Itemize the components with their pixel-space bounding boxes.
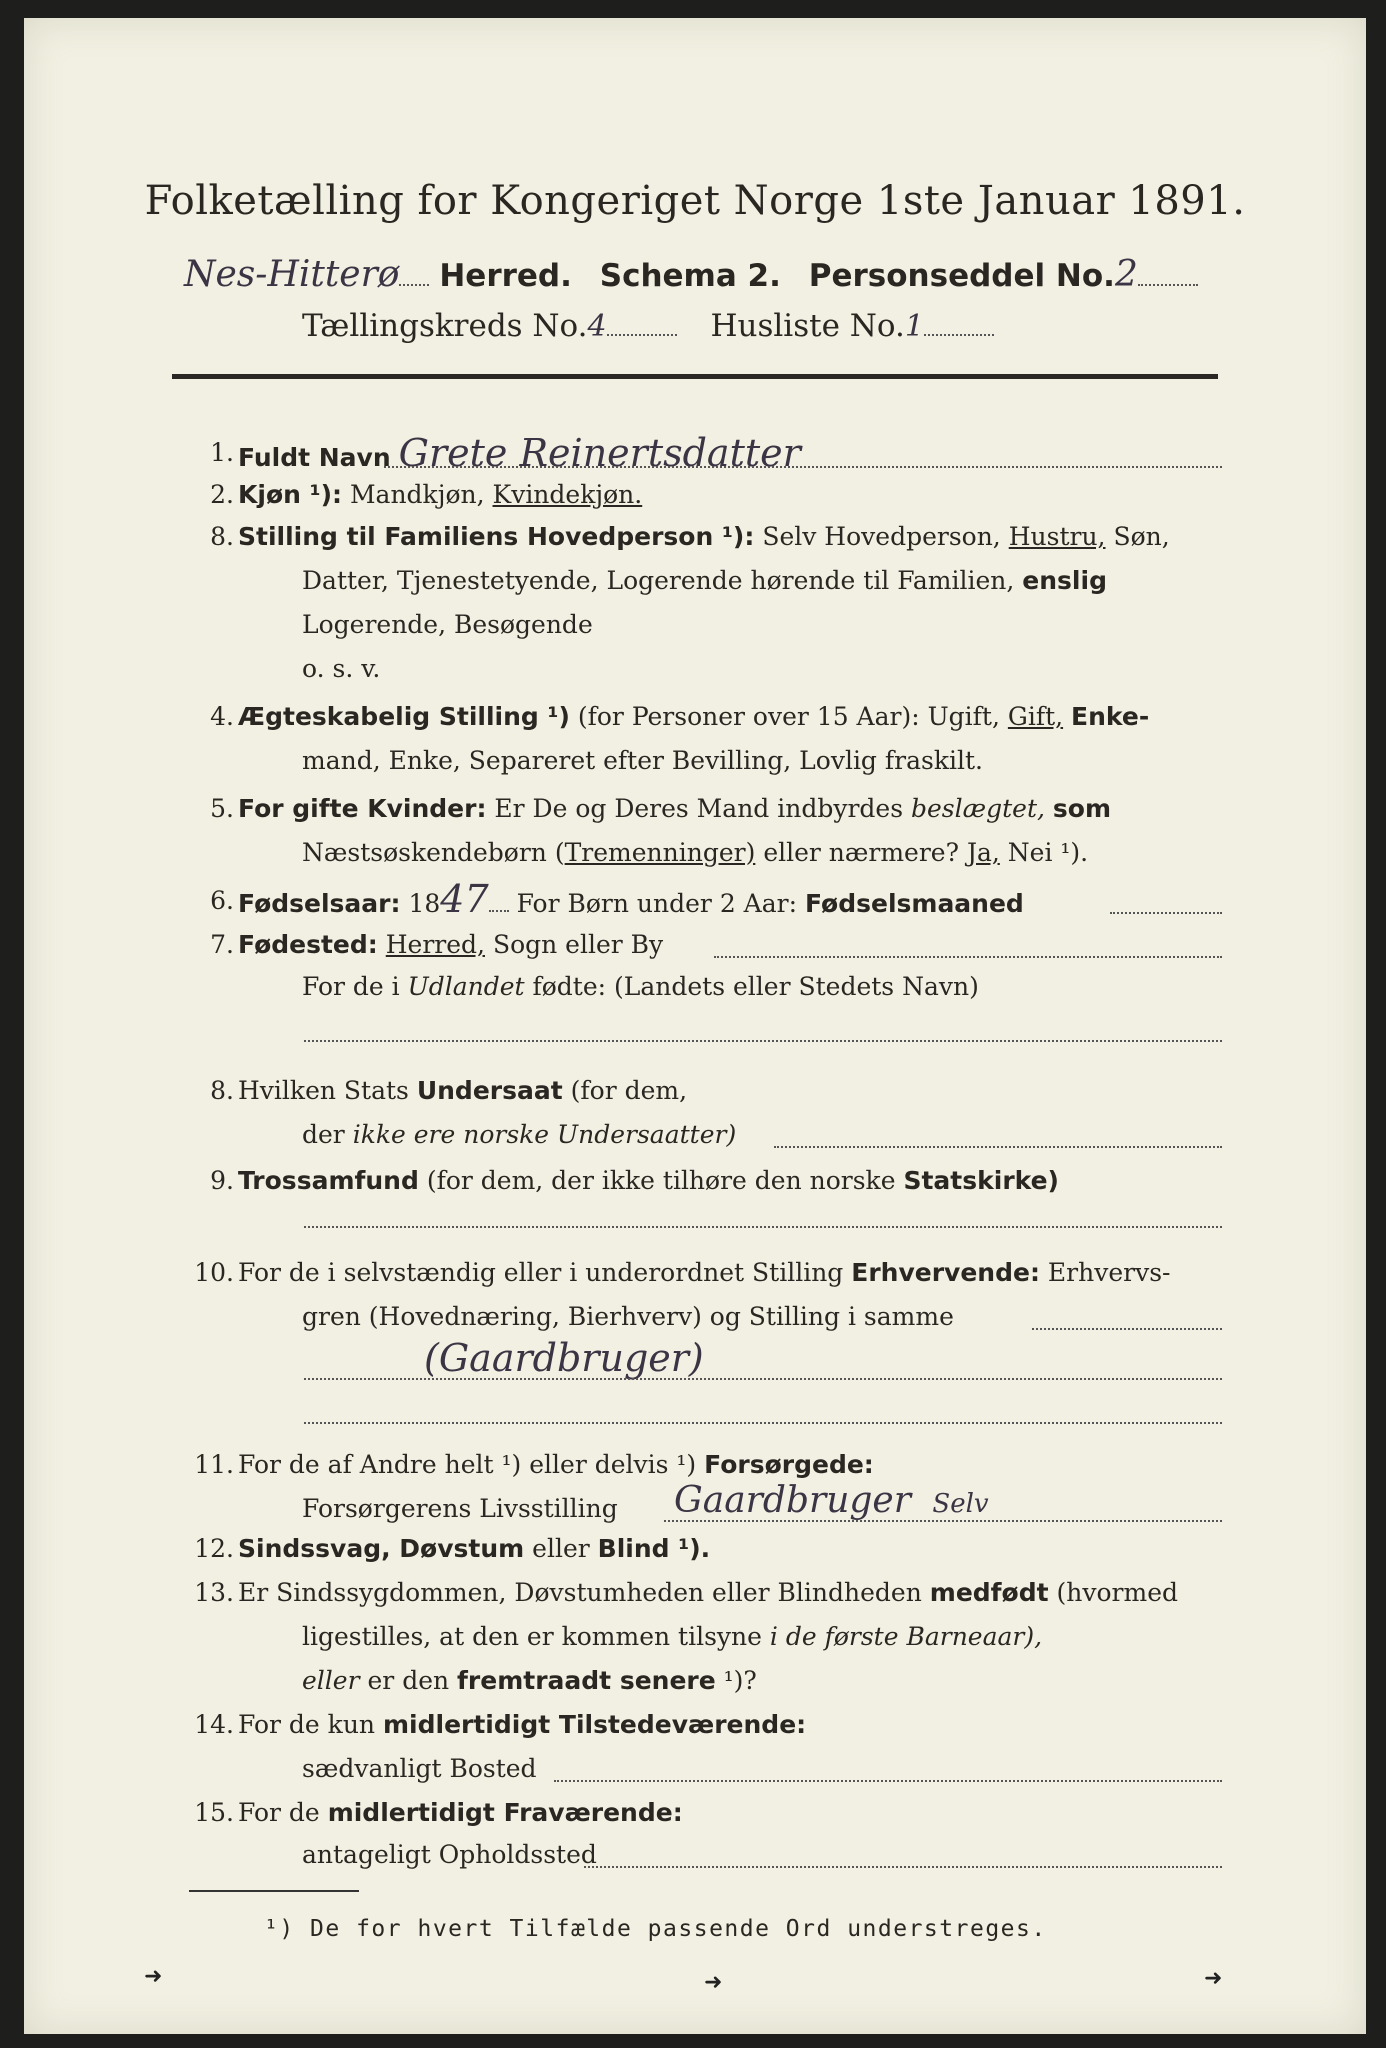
item-10-number: 10.	[194, 1258, 234, 1287]
item-2-label: Kjøn ¹):	[238, 480, 342, 509]
item-8-number: 8.	[210, 1076, 234, 1105]
item-13-line-3-d: ¹)?	[723, 1666, 757, 1695]
item-13-line-3-b: er den	[367, 1666, 450, 1695]
item-13-line-3-a: eller	[302, 1666, 360, 1695]
item-12-number: 12.	[194, 1534, 234, 1563]
item-7-birthplace	[238, 928, 663, 962]
kreds-row	[302, 308, 994, 344]
item-6-number: 6.	[210, 886, 234, 915]
item-8-label-b: Undersaat	[416, 1076, 563, 1105]
item-11-number: 11.	[194, 1450, 234, 1479]
item-15-dots	[584, 1866, 1222, 1868]
item-5-line-2-c: eller nærmere?	[763, 838, 959, 867]
item-3-line-2-text: Datter, Tjenestetyende, Logerende hørende til Familien,	[302, 566, 1015, 595]
herred-value: Nes-Hitterø	[184, 254, 400, 295]
item-10-text-b: Erhvervs-	[1047, 1258, 1171, 1287]
item-4-text-a: (for Personer over 15 Aar): Ugift,	[577, 702, 1000, 731]
registration-mark-right: ➜	[1204, 1966, 1223, 1991]
registration-mark-left: ➜	[144, 1964, 163, 1989]
personseddel-value: 2	[1114, 254, 1138, 295]
item-8-line-2-a: der	[302, 1120, 345, 1149]
item-7-answer-dots	[304, 1040, 1222, 1042]
header-rule	[172, 374, 1218, 379]
item-1-full-name	[238, 431, 801, 475]
item-14-dots	[554, 1780, 1222, 1782]
item-5-text-b: beslægtet,	[911, 794, 1045, 823]
item-8-line-2	[302, 1118, 736, 1152]
item-7-line-2-a: For de i	[302, 972, 400, 1001]
item-6-text-a: For Børn under 2 Aar:	[516, 889, 798, 918]
item-7-number: 7.	[210, 930, 234, 959]
item-7-line-2-b: Udlandet	[407, 972, 525, 1001]
item-4-line-2: mand, Enke, Separeret efter Bevilling, Lovlig fraskilt.	[302, 746, 983, 775]
item-11-value-a: Gaardbruger	[674, 1480, 911, 1521]
item-6-prefix: 18	[408, 889, 441, 918]
item-3-text-a: Selv Hovedperson,	[762, 522, 1001, 551]
item-13-line-3-c: fremtraadt senere	[457, 1666, 716, 1695]
item-13-line-2-b: i de første Barneaar),	[769, 1622, 1043, 1651]
item-11-line-2	[302, 1492, 618, 1526]
item-15-label: midlertidigt Fraværende:	[327, 1798, 683, 1827]
item-14-line-2: sædvanligt Bosted	[302, 1754, 537, 1783]
item-4-text-c: Enke-	[1071, 702, 1150, 731]
item-10-line-2: gren (Hovednæring, Bierhverv) og Stilling i samme	[302, 1302, 954, 1331]
item-3-text-b: Hustru,	[1008, 522, 1106, 551]
item-15-line-2: antageligt Opholdssted	[302, 1840, 597, 1869]
item-7-line-2-c: fødte: (Landets eller Stedets Navn)	[532, 972, 979, 1001]
item-13-text-b: (hvormed	[1056, 1578, 1179, 1607]
item-2-text-b: Kvindekjøn.	[492, 480, 643, 509]
item-11-value	[674, 1480, 989, 1521]
item-11-dots	[664, 1520, 1222, 1522]
item-6-text-b: Fødselsmaaned	[804, 889, 1024, 918]
item-9-text-a: (for dem, der ikke tilhøre den norske	[426, 1166, 896, 1195]
footnote: ¹) De for hvert Tilfælde passende Ord understreges.	[264, 1916, 1047, 1942]
item-7-line-2	[302, 970, 979, 1004]
item-13-label: medfødt	[929, 1578, 1049, 1607]
item-5-line-2	[302, 836, 1088, 870]
item-10-dots-2	[304, 1378, 1222, 1380]
item-6-label: Fødselsaar:	[238, 889, 401, 918]
item-1-label: Fuldt Navn	[238, 443, 391, 472]
item-5-married-women	[238, 792, 1111, 826]
husliste-value: 1	[904, 309, 924, 344]
item-11-text-a: For de af Andre helt ¹) eller delvis ¹)	[238, 1450, 697, 1479]
item-8-text-a: (for dem,	[570, 1076, 688, 1105]
item-6-birth-year	[238, 877, 1024, 921]
item-3-position	[238, 520, 1170, 554]
item-3-text-c: Søn,	[1113, 522, 1170, 551]
item-6-value: 47	[440, 877, 489, 921]
item-14-text-a: For de kun	[238, 1710, 376, 1739]
herred-label: Herred.	[439, 258, 572, 294]
item-13-line-2-a: ligestilles, at den er kommen tilsyne	[302, 1622, 762, 1651]
herred-row	[184, 254, 1198, 295]
census-form-sheet	[24, 18, 1366, 2034]
schema-label: Schema 2.	[599, 258, 781, 294]
item-11-supported	[238, 1448, 874, 1482]
item-4-marital	[238, 700, 1149, 734]
item-9-answer-dots	[304, 1226, 1222, 1228]
kreds-value: 4	[587, 309, 607, 344]
footnote-rule	[189, 1890, 359, 1892]
item-4-label: Ægteskabelig Stilling ¹)	[238, 702, 570, 731]
item-10-text-a: For de i selvstændig eller i underordnet Stilling	[238, 1258, 844, 1287]
item-8-label: Hvilken Stats	[238, 1076, 409, 1105]
item-1-dots	[384, 466, 1222, 468]
item-14-temporary-present	[238, 1708, 806, 1742]
personseddel-label: Personseddel No.	[808, 258, 1115, 294]
item-6-dots	[1110, 912, 1222, 914]
form-title: Folketælling for Kongeriget Norge 1ste Januar 1891.	[144, 178, 1246, 224]
husliste-label: Husliste No.	[710, 308, 905, 344]
item-8-line-2-b: ikke ere norske Undersaatter)	[352, 1120, 737, 1149]
item-1-number: 1.	[210, 438, 234, 467]
item-10-label: Erhvervende:	[851, 1258, 1040, 1287]
item-12-label: Sindssvag, Døvstum	[238, 1534, 525, 1563]
item-11-label: Forsørgede:	[704, 1450, 874, 1479]
item-13-text-a: Er Sindssygdommen, Døvstumheden eller Blindheden	[238, 1578, 922, 1607]
item-5-text-a: Er De og Deres Mand indbyrdes	[494, 794, 904, 823]
item-7-label: Fødested:	[238, 930, 378, 959]
item-11-value-b: Selv	[932, 1489, 989, 1519]
item-9-text-b: Statskirke)	[903, 1166, 1059, 1195]
item-11-line-2-text: Forsørgerens Livsstilling	[302, 1494, 618, 1523]
item-14-number: 14.	[194, 1710, 234, 1739]
item-5-line-2-b: Tremenninger)	[564, 838, 756, 867]
item-9-religion	[238, 1164, 1059, 1198]
item-13-line-2	[302, 1620, 1042, 1654]
item-2-text-a: Mandkjøn,	[349, 480, 485, 509]
item-15-temporary-absent	[238, 1796, 683, 1830]
item-5-number: 5.	[210, 794, 234, 823]
item-12-label-b: Blind ¹).	[597, 1534, 711, 1563]
item-1-value: Grete Reinertsdatter	[398, 431, 801, 475]
item-8-citizenship	[238, 1074, 687, 1108]
item-4-number: 4.	[210, 702, 234, 731]
kreds-label: Tællingskreds No.	[302, 308, 588, 344]
item-13-line-3	[302, 1664, 757, 1698]
registration-mark-center: ➜	[704, 1970, 723, 1995]
item-13-number: 13.	[194, 1578, 234, 1607]
item-13-congenital	[238, 1576, 1178, 1610]
item-5-text-c: som	[1052, 794, 1112, 823]
item-12-text-a: eller	[532, 1534, 590, 1563]
item-5-line-2-d: Ja,	[966, 838, 1000, 867]
item-10-value: (Gaardbruger)	[424, 1336, 704, 1380]
item-5-line-2-a: Næstsøskendebørn (	[302, 838, 565, 867]
item-3-line-4: o. s. v.	[302, 654, 381, 683]
item-3-line-2	[302, 564, 1107, 598]
item-12-disability	[238, 1532, 710, 1566]
item-10-dots-3	[304, 1422, 1222, 1424]
item-8-dots	[774, 1146, 1222, 1148]
item-15-text-a: For de	[238, 1798, 320, 1827]
item-10-dots-1	[1032, 1328, 1222, 1330]
item-7-text-b: Sogn eller By	[492, 930, 664, 959]
item-5-line-2-e: Nei ¹).	[1007, 838, 1089, 867]
item-3-line-3: Logerende, Besøgende	[302, 610, 593, 639]
item-10-occupation	[238, 1256, 1170, 1290]
item-15-number: 15.	[194, 1798, 234, 1827]
item-7-text-a: Herred,	[385, 930, 485, 959]
item-3-label: Stilling til Familiens Hovedperson ¹):	[238, 522, 755, 551]
item-9-label: Trossamfund	[238, 1166, 419, 1195]
item-2-number: 2.	[210, 480, 234, 509]
item-9-number: 9.	[210, 1166, 234, 1195]
item-3-line-2-bold: enslig	[1022, 566, 1107, 595]
item-4-text-b: Gift,	[1007, 702, 1064, 731]
item-7-dots	[714, 956, 1222, 958]
item-5-label: For gifte Kvinder:	[238, 794, 487, 823]
item-14-label: midlertidigt Tilstedeværende:	[382, 1710, 807, 1739]
item-3-number: 8.	[210, 522, 234, 551]
item-2-sex	[238, 478, 642, 512]
